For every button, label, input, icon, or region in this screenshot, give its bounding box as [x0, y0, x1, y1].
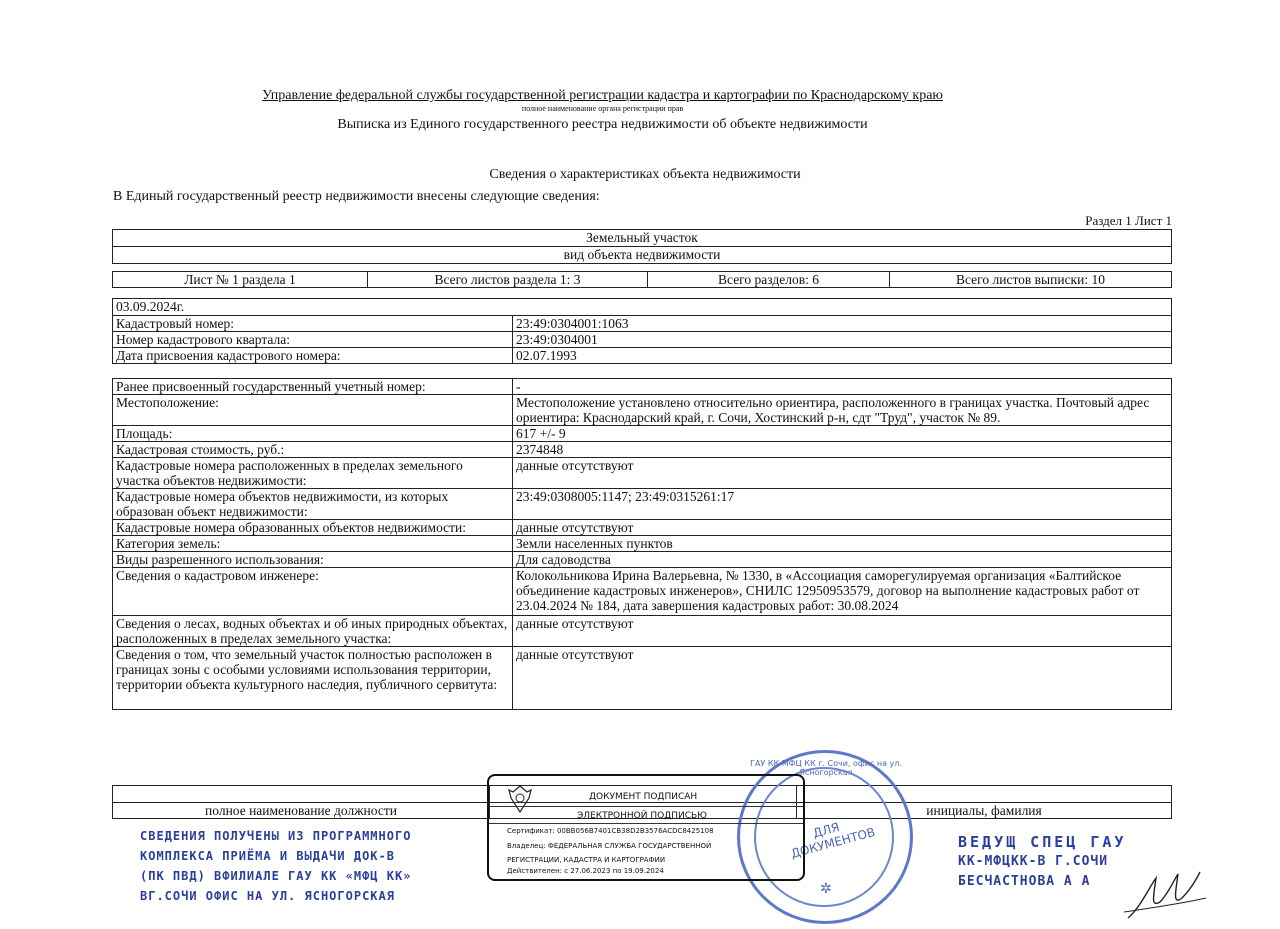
table-row	[113, 520, 1172, 536]
row-value: Колокольникова Ирина Валерьевна, № 1330, в «Ассоциация саморегулируемая организация «Балтийское объединение кадастровых инженеров», СНИЛС 12950953579, договор на выполнение кадастровых работ от 23.04.2024 № 184, дата завершения кадастровых работ: 30.08.2024	[513, 568, 1172, 616]
row-label: Сведения о кадастровом инженере:	[113, 568, 513, 616]
row-value: 2374848	[513, 442, 1172, 458]
row-label: Местоположение:	[113, 395, 513, 426]
table-row	[113, 536, 1172, 552]
extract-date: 03.09.2024г.	[113, 299, 1172, 316]
row-value: данные отсутствуют	[513, 520, 1172, 536]
row-value: 02.07.1993	[513, 348, 1172, 364]
ecp-line2: ЭЛЕКТРОННОЙ ПОДПИСЬЮ	[577, 811, 707, 821]
ecp-valid: Действителен: с 27.06.2023 по 19.09.2024	[507, 867, 664, 875]
row-value: данные отсутствуют	[513, 616, 1172, 647]
top-data-table	[112, 298, 1172, 364]
table-row	[113, 442, 1172, 458]
ecp-owner2: РЕГИСТРАЦИИ, КАДАСТРА И КАРТОГРАФИИ	[507, 856, 666, 864]
row-label: Кадастровые номера образованных объектов недвижимости:	[113, 520, 513, 536]
row-value: данные отсутствуют	[513, 458, 1172, 489]
ecp-certificate: Сертификат: 00BB056B7401CB38D2B3576ACDC8425108	[507, 827, 714, 835]
initials-caption: инициалы, фамилия	[797, 803, 1172, 819]
table-row	[113, 489, 1172, 520]
row-label: Сведения о лесах, водных объектах и об иных природных объектах, расположенных в пределах земельного участка:	[113, 616, 513, 647]
ecp-owner: Владелец: ФЕДЕРАЛЬНАЯ СЛУЖБА ГОСУДАРСТВЕННОЙ	[507, 842, 712, 850]
row-label: Сведения о том, что земельный участок полностью расположен в границах зоны с особыми условиями использования территории, территории объекта культурного наследия, публичного сервитута:	[113, 647, 513, 710]
stamp-line: КОМПЛЕКСА ПРИЁМА И ВЫДАЧИ ДОК-В	[140, 849, 395, 863]
razdel-label: Раздел 1 Лист 1	[1085, 213, 1172, 228]
row-value: данные отсутствуют	[513, 647, 1172, 710]
row-label: Дата присвоения кадастрового номера:	[113, 348, 513, 364]
table-row	[113, 647, 1172, 710]
emblem-icon	[507, 784, 533, 814]
table-row	[113, 395, 1172, 426]
row-label: Кадастровые номера расположенных в пределах земельного участка объектов недвижимости:	[113, 458, 513, 489]
row-label: Ранее присвоенный государственный учетный номер:	[113, 379, 513, 395]
total-sheets: Всего листов выписки: 10	[890, 272, 1172, 288]
row-value: 23:49:0304001:1063	[513, 316, 1172, 332]
total-sections: Всего разделов: 6	[648, 272, 890, 288]
table-row	[113, 316, 1172, 332]
sheet-number: Лист № 1 раздела 1	[113, 272, 368, 288]
e-signature-box	[487, 774, 805, 881]
seal-ring-text: ГАУ КК МФЦ КК г. Сочи, офис на ул. Ясногорская	[750, 759, 902, 777]
object-type-table	[112, 229, 1172, 264]
seal-center-text: ДЛЯ ДОКУМЕНТОВ	[789, 820, 877, 861]
row-label: Кадастровая стоимость, руб.:	[113, 442, 513, 458]
stamp-line: ВЕДУЩ СПЕЦ ГАУ	[958, 833, 1127, 851]
main-data-table	[112, 378, 1172, 710]
stamp-line: ВГ.СОЧИ ОФИС НА УЛ. ЯСНОГОРСКАЯ	[140, 889, 395, 903]
row-label: Номер кадастрового квартала:	[113, 332, 513, 348]
table-row	[113, 379, 1172, 395]
table-row	[113, 426, 1172, 442]
object-type-caption: вид объекта недвижимости	[113, 247, 1172, 264]
intro-text: В Единый государственный реестр недвижимости внесены следующие сведения:	[113, 189, 600, 204]
row-value: Местоположение установлено относительно ориентира, расположенного в границах участка. Почтовый адрес ориентира: Краснодарский край, г. Сочи, Хостинский р-н, сдт "Труд", участок № 89.	[513, 395, 1172, 426]
authority-name: Управление федеральной службы государственной регистрации кадастра и картографии по Краснодарскому краю	[262, 88, 943, 103]
row-value: -	[513, 379, 1172, 395]
row-value: 617 +/- 9	[513, 426, 1172, 442]
object-type: Земельный участок	[113, 230, 1172, 247]
row-label: Кадастровые номера объектов недвижимости, из которых образован объект недвижимости:	[113, 489, 513, 520]
mfc-stamp-left	[140, 826, 411, 906]
handwritten-signature	[1120, 868, 1210, 926]
star-icon: ✲	[820, 881, 832, 897]
row-value: Земли населенных пунктов	[513, 536, 1172, 552]
stamp-line: БЕСЧАСТНОВА А А	[958, 874, 1091, 889]
stamp-line: (ПК ПВД) ВФИЛИАЛЕ ГАУ КК «МФЦ КК»	[140, 869, 412, 883]
document-title: Выписка из Единого государственного реестра недвижимости об объекте недвижимости	[337, 117, 868, 132]
section-title: Сведения о характеристиках объекта недвижимости	[489, 167, 801, 182]
row-value: Для садоводства	[513, 552, 1172, 568]
authority-caption: полное наименование органа регистрации прав	[521, 104, 684, 113]
row-label: Площадь:	[113, 426, 513, 442]
row-label: Кадастровый номер:	[113, 316, 513, 332]
table-row	[113, 332, 1172, 348]
table-row	[113, 348, 1172, 364]
position-caption: полное наименование должности	[113, 803, 490, 819]
stamp-line: КК-МФЦКК-В Г.СОЧИ	[958, 854, 1109, 869]
sheet-info-table	[112, 271, 1172, 288]
mfc-stamp-right	[958, 832, 1126, 892]
row-value: 23:49:0308005:1147; 23:49:0315261:17	[513, 489, 1172, 520]
stamp-line: СВЕДЕНИЯ ПОЛУЧЕНЫ ИЗ ПРОГРАММНОГО	[140, 829, 412, 843]
row-label: Категория земель:	[113, 536, 513, 552]
table-row	[113, 616, 1172, 647]
ecp-line1: ДОКУМЕНТ ПОДПИСАН	[589, 792, 698, 802]
table-row	[113, 568, 1172, 616]
row-label: Виды разрешенного использования:	[113, 552, 513, 568]
table-row	[113, 552, 1172, 568]
row-value: 23:49:0304001	[513, 332, 1172, 348]
table-row	[113, 458, 1172, 489]
total-sheets-section: Всего листов раздела 1: 3	[368, 272, 648, 288]
